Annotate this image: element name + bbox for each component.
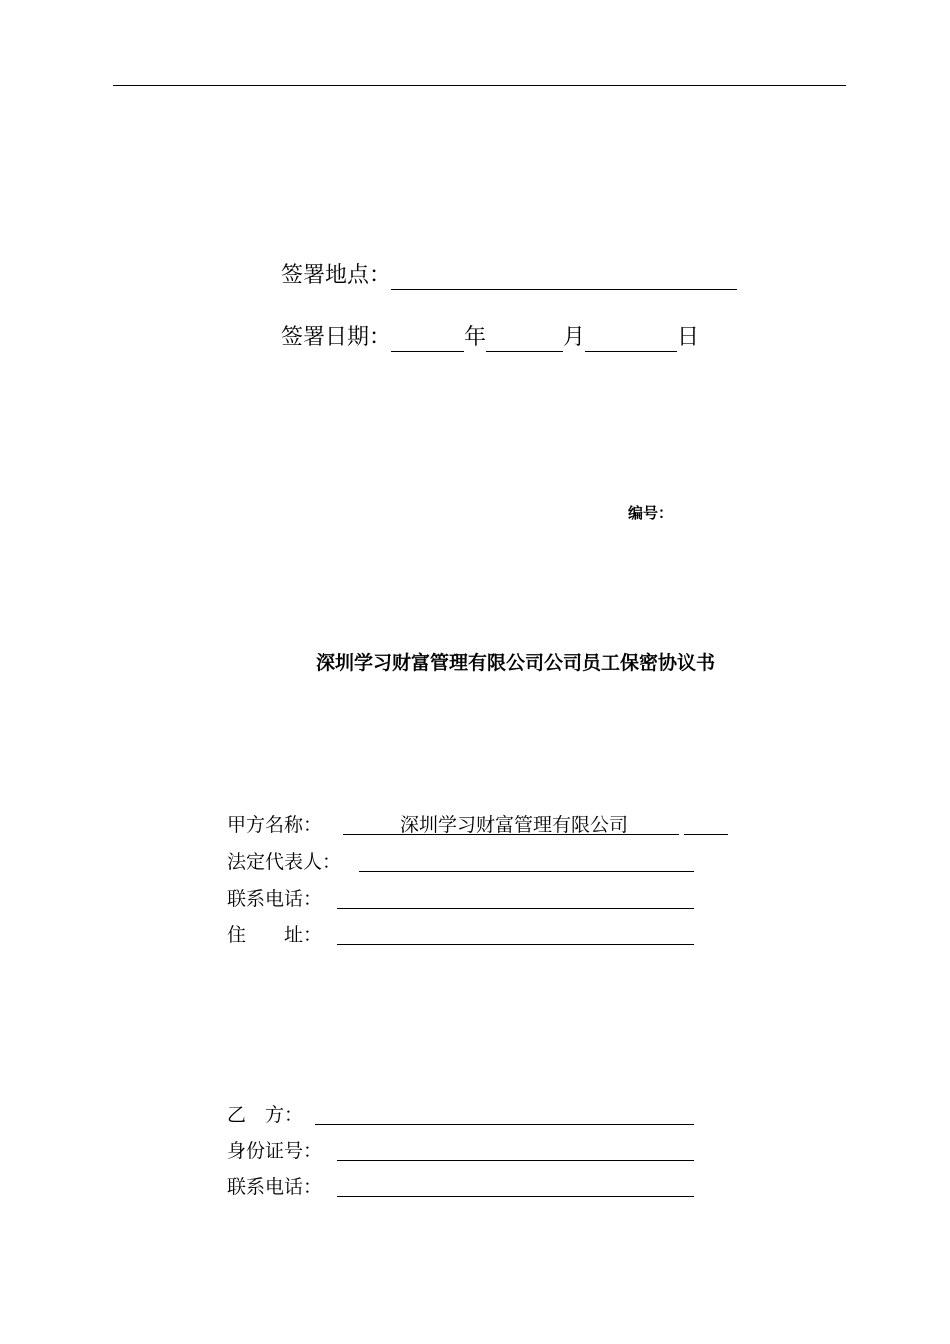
signing-day-blank[interactable] [585, 327, 677, 352]
party-a-legal-rep-label: 法定代表人： [227, 851, 342, 873]
signing-place-label: 签署地点： [281, 263, 392, 288]
signing-place-blank[interactable] [391, 265, 737, 290]
party-b-name-line[interactable] [315, 1124, 694, 1125]
party-a-phone-line[interactable] [337, 908, 694, 909]
signing-month-blank[interactable] [486, 327, 563, 352]
signing-place-row [281, 262, 737, 290]
party-b-label: 乙 方： [227, 1104, 304, 1126]
party-b-phone-line[interactable] [337, 1196, 694, 1197]
party-b-phone-label: 联系电话： [227, 1176, 323, 1198]
party-a-name-label: 甲方名称： [227, 814, 323, 836]
document-title: 深圳学习财富管理有限公司公司员工保密协议书 [316, 652, 716, 674]
document-number-label: 编号： [628, 504, 674, 522]
party-b-id-line[interactable] [337, 1160, 694, 1161]
signing-date-row [281, 324, 699, 352]
party-a-address-line[interactable] [337, 944, 694, 945]
year-label: 年 [464, 325, 487, 350]
party-a-address-label: 住 址： [227, 924, 323, 946]
party-a-name-value: 深圳学习财富管理有限公司 [400, 814, 629, 836]
party-a-name-line-tail [684, 834, 728, 835]
party-a-name-line[interactable] [343, 834, 679, 835]
party-a-phone-label: 联系电话： [227, 888, 323, 910]
header-rule [113, 85, 846, 86]
day-label: 日 [677, 325, 700, 350]
signing-date-label: 签署日期： [281, 325, 392, 350]
party-a-legal-rep-line[interactable] [359, 871, 694, 872]
party-b-id-label: 身份证号： [227, 1140, 323, 1162]
month-label: 月 [563, 325, 586, 350]
signing-year-blank[interactable] [391, 327, 464, 352]
